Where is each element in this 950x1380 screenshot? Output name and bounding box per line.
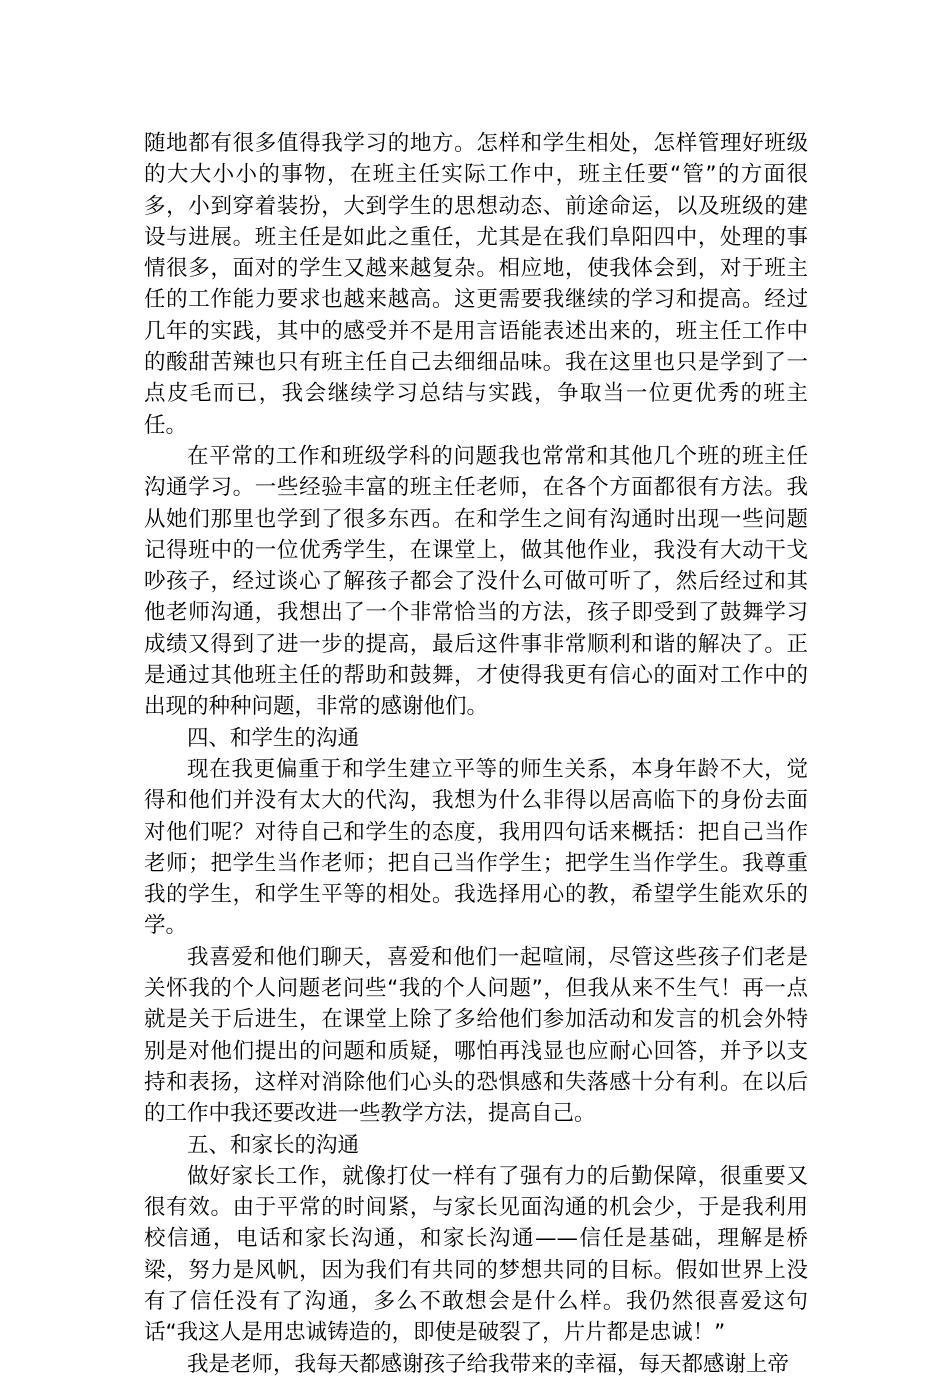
paragraph-student-relationship: 现在我更偏重于和学生建立平等的师生关系，本身年龄不大，觉得和他们并没有太大的代沟，我想为什么非得以居高临下的身份去面对他们呢？对待自己和学生的态度，我用四句话来概括：把自己当作老师；把学生当作老师；把自己当作学生；把学生当作学生。我尊重我的学生，和学生平等的相处。我选择用心的教，希望学生能欢乐的学。 (144, 756, 808, 939)
document-page (144, 128, 808, 1380)
section-heading-students: 四、和学生的沟通 (187, 725, 360, 751)
section-heading-parents: 五、和家长的沟通 (187, 1132, 360, 1158)
paragraph-student-chat: 我喜爱和他们聊天，喜爱和他们一起喧闹，尽管这些孩子们老是关怀我的个人问题老问些“我的个人问题”，但我从来不生气！再一点就是关于后进生，在课堂上除了多给他们参加活动和发言的机会外特别是对他们提出的问题和质疑，哪怕再浅显也应耐心回答，并予以支持和表扬，这样对消除他们心头的恐惧感和失落感十分有利。在以后的工作中我还要改进一些教学方法，提高自己。 (144, 944, 808, 1127)
paragraph-closing: 我是老师，我每天都感谢孩子给我带来的幸福，每天都感谢上帝 (187, 1351, 790, 1377)
paragraph-parent-communication: 做好家长工作，就像打仗一样有了强有力的后勤保障，很重要又很有效。由于平常的时间紧，与家长见面沟通的机会少，于是我利用校信通，电话和家长沟通，和家长沟通——信任是基础，理解是桥梁，努力是风帆，因为我们有共同的梦想共同的目标。假如世界上没有了信任没有了沟通，多么不敢想会是什么样。我仍然很喜爱这句话“我这人是用忠诚铸造的，即使是破裂了，片片都是忠诚！” (144, 1163, 808, 1346)
paragraph-colleague-communication: 在平常的工作和班级学科的问题我也常常和其他几个班的班主任沟通学习。一些经验丰富的班主任老师，在各个方面都很有方法。我从她们那里也学到了很多东西。在和学生之间有沟通时出现一些问题记得班中的一位优秀学生，在课堂上，做其他作业，我没有大动干戈吵孩子，经过谈心了解孩子都会了没什么可做可听了，然后经过和其他老师沟通，我想出了一个非常恰当的方法，孩子即受到了鼓舞学习成绩又得到了进一步的提高，最后这件事非常顺利和谐的解决了。正是通过其他班主任的帮助和鼓舞，才使得我更有信心的面对工作中的出现的种种问题，非常的感谢他们。 (144, 443, 808, 720)
paragraph-continuation: 随地都有很多值得我学习的地方。怎样和学生相处，怎样管理好班级的大大小小的事物，在班主任实际工作中，班主任要“管”的方面很多，小到穿着装扮，大到学生的思想动态、前途命运，以及班级的建设与进展。班主任是如此之重任，尤其是在我们阜阳四中，处理的事情很多，面对的学生又越来越复杂。相应地，使我体会到，对于班主任的工作能力要求也越来越高。这更需要我继续的学习和提高。经过几年的实践，其中的感受并不是用言语能表述出来的，班主任工作中的酸甜苦辣也只有班主任自己去细细品味。我在这里也只是学到了一点皮毛而已，我会继续学习总结与实践，争取当一位更优秀的班主任。 (144, 131, 808, 438)
